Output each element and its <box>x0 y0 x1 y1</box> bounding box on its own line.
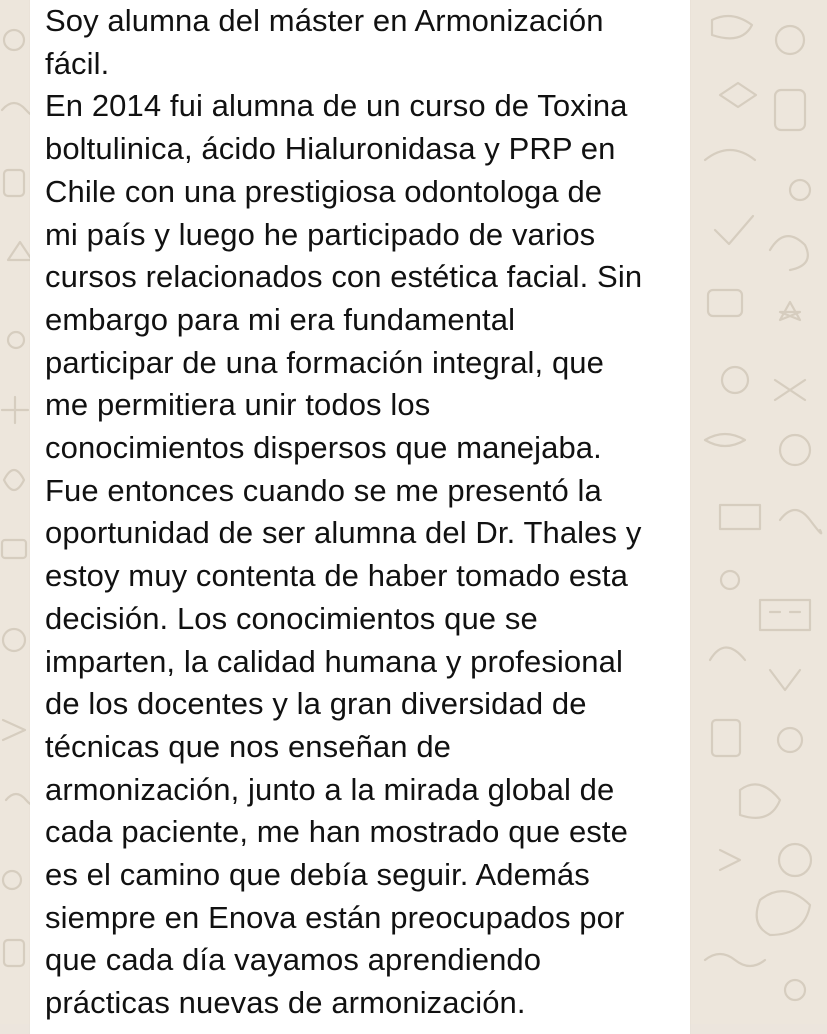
message-text: Soy alumna del máster en Armonización fácil. En 2014 fui alumna de un curso de Toxina boltulinica, ácido Hialuronidasa y PRP en Chile con una prestigiosa odontologa de mi país y luego he participado de varios cursos relacionados con estética facial. Sin embargo para mi era fundamental participar de una formación integral, que me permitiera unir todos los conocimientos dispersos que manejaba. Fue entonces cuando se me presentó la oportunidad de ser alumna del Dr. Thales y estoy muy contenta de haber tomado esta decisión. Los conocimientos que se imparten, la calidad humana y profesional de los docentes y la gran diversidad de técnicas que nos enseñan de armonización, junto a la mirada global de cada paciente, me han mostrado que este es el camino que debía seguir. Además siempre en Enova están preocupados por que cada día vayamos aprendiendo prácticas nuevas de armonización. <box>45 3 643 1021</box>
